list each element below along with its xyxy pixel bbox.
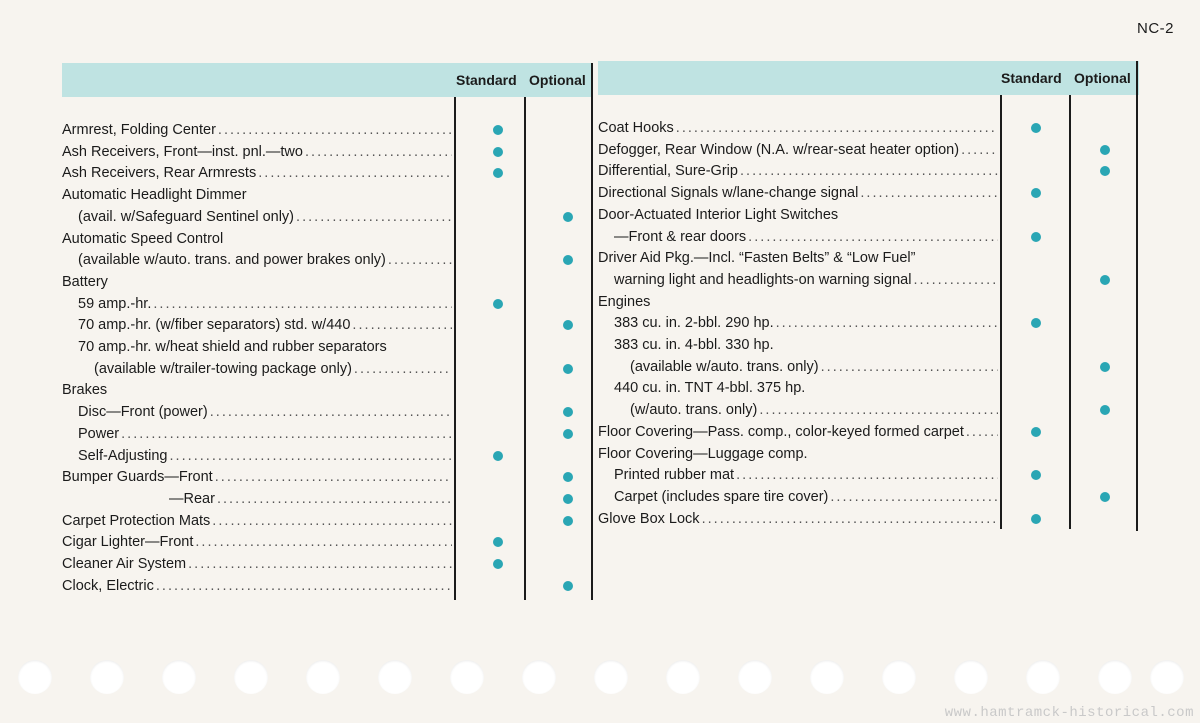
item-text: Cigar Lighter—Front [62, 534, 194, 551]
binder-hole [450, 660, 484, 694]
item-text: Automatic Headlight Dimmer [62, 187, 247, 204]
optional-dot-icon [563, 429, 573, 439]
leader-dots [740, 160, 998, 182]
item-label [598, 182, 998, 204]
table-row [598, 443, 1136, 465]
item-label [78, 401, 452, 423]
binder-hole [594, 660, 628, 694]
item-text: Self-Adjusting [78, 447, 168, 464]
table-row [62, 488, 591, 510]
item-label [169, 488, 452, 510]
table-row [62, 510, 591, 532]
table-row [598, 334, 1136, 356]
item-text: Floor Covering—Luggage comp. [598, 445, 808, 462]
standard-dot-icon [1031, 318, 1041, 328]
item-text: Defogger, Rear Window (N.A. w/rear-seat heater option) [598, 141, 960, 158]
optional-dot-icon [563, 255, 573, 265]
item-label [598, 139, 998, 161]
leader-dots [121, 423, 452, 445]
optional-dot-icon [563, 364, 573, 374]
item-text: warning light and headlights-on warning signal [614, 271, 912, 288]
leader-dots [821, 356, 998, 378]
table-row [62, 162, 591, 184]
leader-dots [748, 226, 998, 248]
binder-hole [666, 660, 700, 694]
item-text: Bumper Guards—Front [62, 469, 213, 486]
item-label [598, 117, 998, 139]
item-text: Floor Covering—Pass. comp., color-keyed formed carpet [598, 423, 964, 440]
leader-dots [156, 575, 452, 597]
item-text: (available w/trailer-towing package only) [94, 360, 352, 377]
item-label [62, 162, 452, 184]
table-row [598, 117, 1136, 139]
item-label [598, 204, 998, 226]
item-label [598, 443, 998, 465]
item-label [614, 226, 998, 248]
table-row [62, 184, 591, 206]
table-row [598, 204, 1136, 226]
standard-column-header: Standard [456, 72, 517, 88]
item-label [78, 314, 452, 336]
item-label [598, 247, 998, 269]
item-text: Clock, Electric [62, 577, 154, 594]
leader-dots [830, 486, 998, 508]
page-number: NC-2 [1136, 20, 1174, 37]
table-row [62, 575, 591, 597]
item-label [598, 421, 998, 443]
standard-dot-icon [1031, 470, 1041, 480]
leader-dots [210, 401, 452, 423]
binder-hole [954, 660, 988, 694]
item-label [598, 291, 998, 313]
leader-dots [195, 531, 452, 553]
item-label [62, 228, 452, 250]
optional-column-header: Optional [529, 72, 586, 88]
leader-dots [354, 358, 452, 380]
standard-dot-icon [493, 147, 503, 157]
standard-dot-icon [493, 168, 503, 178]
table-row [598, 226, 1136, 248]
item-text: 70 amp.-hr. w/heat shield and rubber separators [78, 339, 387, 355]
leader-dots [258, 162, 452, 184]
optional-dot-icon [563, 472, 573, 482]
table-row [598, 508, 1136, 530]
optional-dot-icon [563, 581, 573, 591]
item-label [614, 312, 998, 334]
table-row [598, 269, 1136, 291]
item-text: Ash Receivers, Rear Armrests [62, 165, 257, 182]
left-options-table [62, 63, 593, 603]
optional-dot-icon [1100, 275, 1110, 285]
table-row [62, 119, 591, 141]
item-text: (available w/auto. trans. only) [630, 358, 819, 375]
item-label [614, 486, 998, 508]
item-label [614, 464, 998, 486]
item-label [78, 445, 452, 467]
item-label [62, 575, 452, 597]
standard-column-header: Standard [1001, 70, 1062, 86]
item-text: Cleaner Air System [62, 556, 187, 572]
table-row [62, 228, 591, 250]
item-label [62, 271, 452, 293]
watermark: www.hamtramck-historical.com [944, 705, 1194, 721]
item-text: Door-Actuated Interior Light Switches [598, 206, 839, 223]
binder-hole [90, 660, 124, 694]
leader-dots [759, 399, 998, 421]
item-label [78, 249, 452, 271]
item-text: Automatic Speed Control [62, 230, 224, 247]
binder-hole [1026, 660, 1060, 694]
binder-hole [738, 660, 772, 694]
optional-column-header: Optional [1074, 70, 1131, 86]
item-text: Disc—Front (power) [78, 404, 208, 421]
item-label [62, 141, 452, 163]
table-row [62, 445, 591, 467]
table-row [598, 356, 1136, 378]
table-row [598, 291, 1136, 313]
standard-dot-icon [493, 559, 503, 569]
table-row [598, 421, 1136, 443]
binder-hole [234, 660, 268, 694]
binder-hole [1098, 660, 1132, 694]
binder-holes [0, 660, 1200, 710]
item-text: Directional Signals w/lane-change signal [598, 185, 859, 202]
optional-dot-icon [563, 320, 573, 330]
item-text: (available w/auto. trans. and power brakes only) [78, 252, 386, 269]
table-row [62, 531, 591, 553]
optional-dot-icon [1100, 405, 1110, 415]
table-row [62, 358, 591, 380]
optional-dot-icon [563, 407, 573, 417]
item-text: (avail. w/Safeguard Sentinel only) [78, 208, 295, 225]
optional-dot-icon [563, 516, 573, 526]
item-label [78, 423, 452, 445]
item-label [62, 379, 452, 401]
item-label [62, 553, 452, 575]
item-text: 440 cu. in. TNT 4-bbl. 375 hp. [614, 380, 806, 397]
standard-dot-icon [493, 537, 503, 547]
binder-hole [1150, 660, 1184, 694]
table-row [62, 141, 591, 163]
item-label [62, 466, 452, 488]
item-label [62, 531, 452, 553]
table-row [598, 464, 1136, 486]
leader-dots [776, 312, 998, 334]
leader-dots [860, 182, 998, 204]
item-label [78, 293, 452, 315]
item-text: (w/auto. trans. only) [630, 402, 758, 419]
table-row [62, 423, 591, 445]
binder-hole [522, 660, 556, 694]
item-text: 59 amp.-hr. [78, 295, 152, 312]
optional-dot-icon [1100, 145, 1110, 155]
leader-dots [305, 141, 452, 163]
standard-dot-icon [1031, 427, 1041, 437]
item-text: Coat Hooks [598, 120, 674, 136]
optional-dot-icon [563, 494, 573, 504]
item-label [78, 336, 452, 358]
item-text: Armrest, Folding Center [62, 122, 216, 138]
leader-dots [702, 508, 998, 530]
item-text: Glove Box Lock [598, 510, 700, 527]
table-row [598, 139, 1136, 161]
leader-dots [153, 293, 452, 315]
item-label [630, 399, 998, 421]
leader-dots [676, 117, 998, 139]
table-row [62, 336, 591, 358]
leader-dots [217, 488, 452, 510]
leader-dots [188, 553, 452, 575]
item-text: Power [78, 425, 120, 442]
standard-dot-icon [1031, 514, 1041, 524]
optional-dot-icon [563, 212, 573, 222]
item-label [94, 358, 452, 380]
table-row [598, 377, 1136, 399]
item-text: Engines [598, 293, 651, 310]
item-label [614, 377, 998, 399]
table-row [598, 247, 1136, 269]
leader-dots [913, 269, 998, 291]
item-text: Battery [62, 273, 108, 290]
item-label [630, 356, 998, 378]
table-row [598, 486, 1136, 508]
leader-dots [218, 119, 452, 141]
table-row [62, 249, 591, 271]
leader-dots [966, 421, 998, 443]
item-label [598, 160, 998, 182]
item-label [78, 206, 452, 228]
panel-divider [591, 63, 593, 600]
leader-dots [736, 464, 998, 486]
right-options-table [598, 61, 1139, 601]
optional-dot-icon [1100, 362, 1110, 372]
table-row [62, 379, 591, 401]
item-label [62, 119, 452, 141]
binder-hole [378, 660, 412, 694]
item-label [614, 269, 998, 291]
binder-hole [18, 660, 52, 694]
leader-dots [169, 445, 452, 467]
item-label [62, 184, 452, 206]
table-row [62, 553, 591, 575]
item-text: Ash Receivers, Front—inst. pnl.—two [62, 143, 303, 160]
table-row [598, 160, 1136, 182]
optional-dot-icon [1100, 492, 1110, 502]
binder-hole [306, 660, 340, 694]
leader-dots [212, 510, 452, 532]
table-row [62, 206, 591, 228]
optional-dot-icon [1100, 166, 1110, 176]
item-label [598, 508, 998, 530]
standard-dot-icon [493, 451, 503, 461]
item-text: 70 amp.-hr. (w/fiber separators) std. w/440 [78, 317, 351, 334]
item-text: Brakes [62, 382, 108, 399]
item-text: —Front & rear doors [614, 228, 747, 245]
table-row [62, 401, 591, 423]
table-row [62, 271, 591, 293]
leader-dots [215, 466, 452, 488]
leader-dots [388, 249, 452, 271]
item-text: Printed rubber mat [614, 467, 735, 484]
item-label [62, 510, 452, 532]
table-row [598, 182, 1136, 204]
standard-dot-icon [1031, 188, 1041, 198]
binder-hole [162, 660, 196, 694]
table-row [598, 399, 1136, 421]
standard-dot-icon [493, 125, 503, 135]
item-text: Differential, Sure-Grip [598, 163, 738, 180]
leader-dots [296, 206, 452, 228]
standard-dot-icon [493, 299, 503, 309]
table-row [62, 314, 591, 336]
table-row [62, 293, 591, 315]
item-text: Carpet Protection Mats [62, 512, 211, 529]
item-text: 383 cu. in. 2-bbl. 290 hp. [614, 315, 774, 332]
leader-dots [961, 139, 998, 161]
panel-divider [1136, 61, 1138, 531]
table-row [62, 466, 591, 488]
item-text: Driver Aid Pkg.—Incl. “Fasten Belts” & “Low Fuel” [598, 250, 916, 267]
item-text: Carpet (includes spare tire cover) [614, 488, 829, 505]
standard-dot-icon [1031, 232, 1041, 242]
binder-hole [882, 660, 916, 694]
leader-dots [352, 314, 452, 336]
item-text: —Rear [169, 490, 215, 507]
binder-hole [810, 660, 844, 694]
item-label [614, 334, 998, 356]
table-row [598, 312, 1136, 334]
standard-dot-icon [1031, 123, 1041, 133]
item-text: 383 cu. in. 4-bbl. 330 hp. [614, 337, 774, 353]
